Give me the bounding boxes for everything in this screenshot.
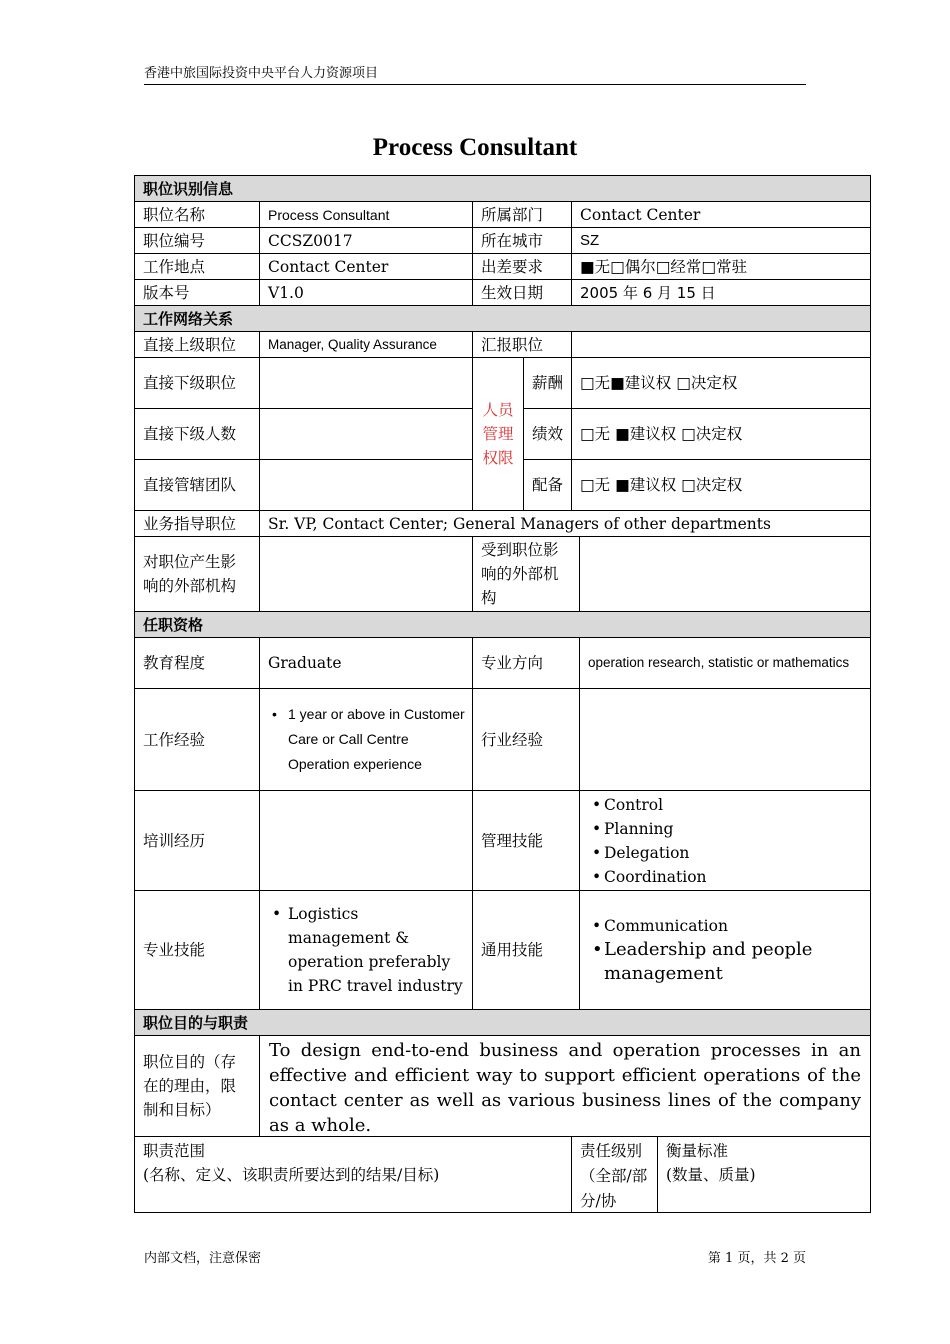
management-skill-item: • Coordination [588, 865, 862, 889]
value-work-location: Contact Center [259, 253, 473, 280]
label-general-skills: 通用技能 [472, 890, 580, 1010]
value-effective-date: 2005 年 6 月 15 日 [571, 279, 871, 306]
project-name: 香港中旅国际投资中央平台人力资源项目 [144, 66, 379, 81]
label-position-purpose: 职位目的（存在的理由，限制和目标） [134, 1035, 260, 1137]
label-city: 所在城市 [472, 227, 572, 254]
value-subordinate-position [259, 357, 473, 409]
label-education: 教育程度 [134, 637, 260, 689]
label-external-affected: 受到职位影响的外部机构 [472, 536, 580, 612]
value-subordinate-count [259, 408, 473, 460]
label-effective-date: 生效日期 [472, 279, 572, 306]
label-salary: 薪酬 [523, 357, 572, 409]
label-superior: 直接上级职位 [134, 331, 260, 358]
section-qualifications: 任职资格 [134, 611, 871, 638]
label-major: 专业方向 [472, 637, 580, 689]
label-position-name: 职位名称 [134, 201, 260, 228]
label-staffing: 配备 [523, 459, 572, 511]
management-skill-item: • Planning [588, 817, 862, 841]
label-subordinate-count: 直接下级人数 [134, 408, 260, 460]
value-external-affected [579, 536, 871, 612]
label-responsibility-level: 责任级别（全部/部分/协 [571, 1136, 658, 1213]
measurement-subtitle: (数量、质量) [666, 1166, 756, 1184]
value-staffing-authority: □无 ■建议权 □决定权 [571, 459, 871, 511]
label-external-affecting: 对职位产生影响的外部机构 [134, 536, 260, 612]
work-experience-item: • 1 year or above in Customer Care or Call Centre Operation experience [268, 702, 466, 777]
label-professional-skills: 专业技能 [134, 890, 260, 1010]
section-network: 工作网络关系 [134, 305, 871, 332]
footer-page-number: 第 1 页，共 2 页 [707, 1251, 806, 1266]
label-department: 所属部门 [472, 201, 572, 228]
value-city: SZ [571, 227, 871, 254]
value-education: Graduate [259, 637, 473, 689]
label-business-guidance: 业务指导职位 [134, 510, 260, 537]
value-position-name: Process Consultant [259, 201, 473, 228]
general-skill-item: • Leadership and people management [588, 938, 862, 986]
document-title: Process Consultant [372, 134, 578, 161]
value-position-purpose: To design end-to-end business and operation processes in an effective and efficient way to support efficient operations of the contact center as well as various business lines of the company as a whole. [259, 1035, 871, 1137]
value-position-code: CCSZ0017 [259, 227, 473, 254]
label-report-position: 汇报职位 [472, 331, 572, 358]
label-industry-experience: 行业经验 [472, 688, 580, 791]
label-training: 培训经历 [134, 790, 260, 891]
management-skill-item: • Delegation [588, 841, 862, 865]
section-purpose: 职位目的与职责 [134, 1009, 871, 1036]
value-superior: Manager, Quality Assurance [259, 331, 473, 358]
label-subordinate-position: 直接下级职位 [134, 357, 260, 409]
professional-skill-item: • Logistics management & operation preferably in PRC travel industry [268, 902, 464, 998]
label-performance: 绩效 [523, 408, 572, 460]
label-work-experience: 工作经验 [134, 688, 260, 791]
value-direct-team [259, 459, 473, 511]
value-department: Contact Center [571, 201, 871, 228]
value-travel: ■无□偶尔□经常□常驻 [571, 253, 871, 280]
management-skill-item: • Control [588, 793, 862, 817]
value-report-position [571, 331, 871, 358]
measurement-title: 衡量标准 [666, 1142, 729, 1160]
value-salary-authority: □无■建议权 □决定权 [571, 357, 871, 409]
value-professional-skills [259, 890, 473, 1010]
value-business-guidance: Sr. VP, Contact Center; General Managers of other departments [259, 510, 871, 537]
label-work-location: 工作地点 [134, 253, 260, 280]
value-major: operation research, statistic or mathematics [579, 637, 871, 689]
value-version: V1.0 [259, 279, 473, 306]
label-measurement [657, 1136, 871, 1213]
footer-confidential: 内部文档，注意保密 [144, 1251, 262, 1266]
value-training [259, 790, 473, 891]
value-performance-authority: □无 ■建议权 □决定权 [571, 408, 871, 460]
label-travel: 出差要求 [472, 253, 572, 280]
label-staff-authority: 人员管理权限 [472, 357, 524, 511]
value-general-skills [579, 890, 871, 1010]
duty-scope-title: 职责范围 [143, 1142, 206, 1160]
general-skill-item: • Communication [588, 914, 862, 938]
value-management-skills [579, 790, 871, 891]
section-identity: 职位识别信息 [134, 175, 871, 202]
label-management-skills: 管理技能 [472, 790, 580, 891]
duty-scope-subtitle: (名称、定义、该职责所要达到的结果/目标) [143, 1166, 440, 1184]
label-version: 版本号 [134, 279, 260, 306]
label-duty-scope [134, 1136, 572, 1213]
value-work-experience [259, 688, 473, 791]
value-industry-experience [579, 688, 871, 791]
label-position-code: 职位编号 [134, 227, 260, 254]
value-external-affecting [259, 536, 473, 612]
label-direct-team: 直接管辖团队 [134, 459, 260, 511]
page-header [144, 66, 806, 85]
